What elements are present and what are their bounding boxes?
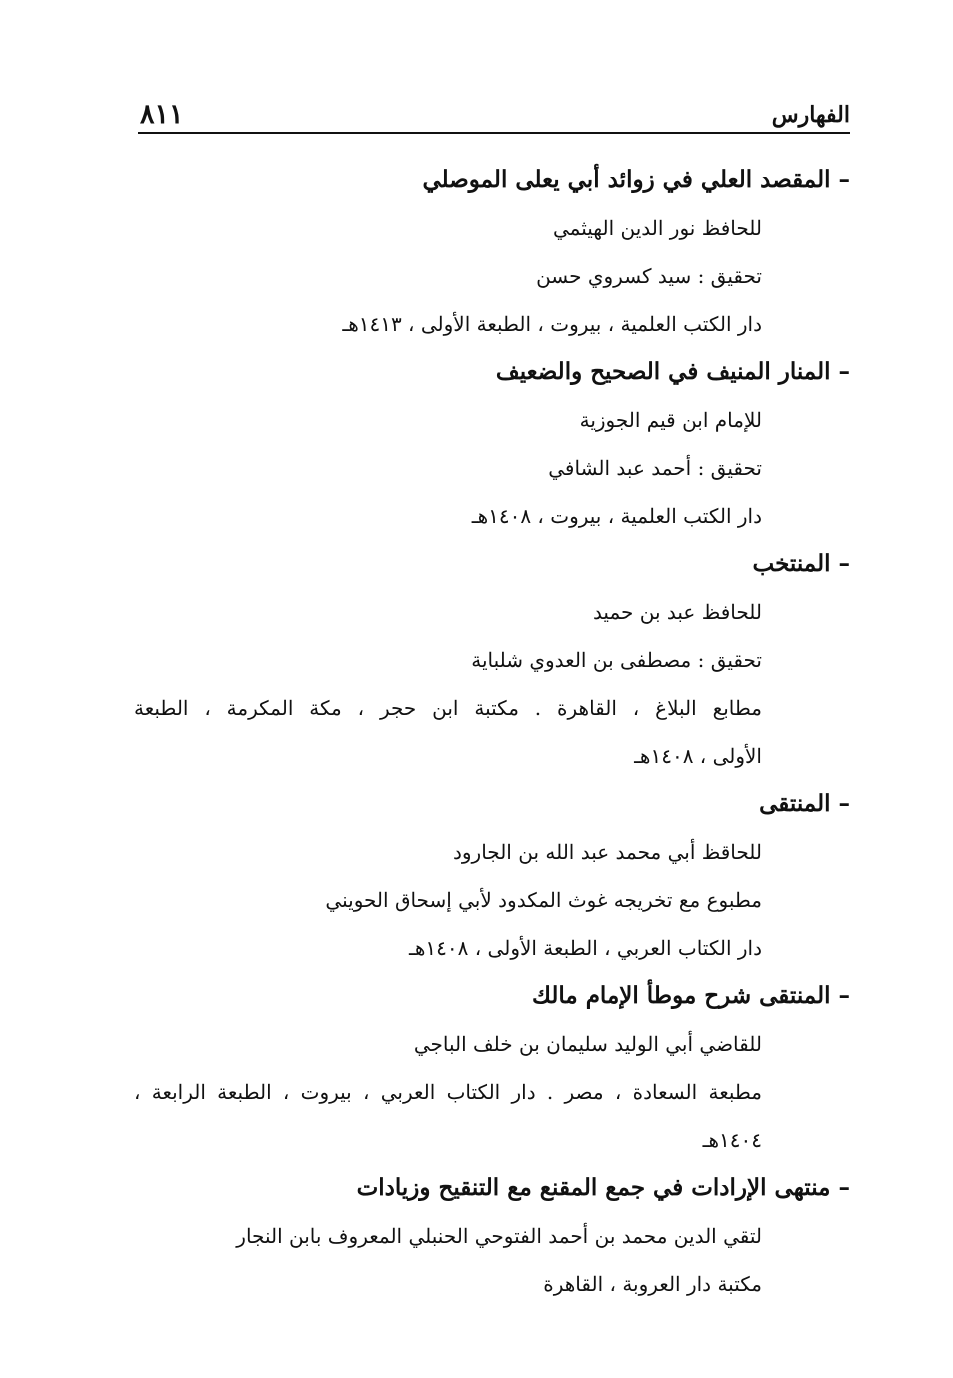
entry-dash: – [838,1174,850,1201]
entry-publisher: دار الكتب العلمية ، بيروت ، ١٤٠٨هـ [471,504,762,528]
entry-editor: تحقيق : أحمد عبد الشافي [548,456,762,480]
entry-dash: – [838,550,850,577]
entry-dash: – [838,358,850,385]
page-header [138,92,850,134]
entry-author: للحاقظ أبي محمد عبد الله بن الجارود [452,840,762,864]
entry-title: –المقصد العلي في زوائد أبي يعلى الموصلي [134,156,850,204]
entry-title: –منتهى الإرادات في جمع المقنع مع التنقيح وزيادات [134,1164,850,1212]
bibliography-entry [134,1164,850,1308]
bibliography-list [134,156,850,1308]
entry-dash: – [838,790,850,817]
entry-author: للإمام ابن قيم الجوزية [579,408,762,432]
entry-dash: – [838,982,850,1009]
bibliography-entry [134,780,850,972]
entry-publisher: مكتبة دار العروبة ، القاهرة [543,1272,762,1296]
entry-publisher: مطابع البلاغ ، القاهرة . مكتبة ابن حجر ، مكة المكرمة ، الطبعة [134,696,762,720]
entry-publisher-continued: الأولى ، ١٤٠٨هـ [634,744,762,768]
entry-author: للقاضي أبي الوليد سليمان بن خلف الباجي [413,1032,762,1056]
entry-title: –المنتخب [134,540,850,588]
bibliography-entry [134,972,850,1164]
entry-author: للحافظ عبد بن حميد [592,600,762,624]
entry-title: –المنتقى [134,780,850,828]
entry-publisher-continued: ١٤٠٤هـ [702,1128,762,1152]
bibliography-entry [134,348,850,540]
entry-editor: تحقيق : مصطفى بن العدوي شلباية [471,648,762,672]
section-title: الفهارس [771,102,850,128]
entry-publisher: دار الكتب العلمية ، بيروت ، الطبعة الأولى ، ١٤١٣هـ [342,312,762,336]
bibliography-entry [134,540,850,780]
entry-editor: تحقيق : سيد كسروي حسن [536,264,762,288]
page-number: ٨١١ [140,99,184,130]
entry-author: للحافظ نور الدين الهيثمي [552,216,762,240]
entry-note: مطبوع مع تخريجه غوث المكدود لأبي إسحاق الحويني [325,888,762,912]
entry-dash: – [838,166,850,193]
entry-publisher: مطبعة السعادة ، مصر . دار الكتاب العربي ، بيروت ، الطبعة الرابعة ، [134,1080,762,1104]
entry-publisher: دار الكتاب العربي ، الطبعة الأولى ، ١٤٠٨هـ [409,936,762,960]
entry-author: لتقي الدين محمد بن أحمد الفتوحي الحنبلي المعروف بابن النجار [236,1224,762,1248]
bibliography-entry [134,156,850,348]
entry-title: –المنار المنيف في الصحيح والضعيف [134,348,850,396]
entry-title: –المنتقى شرح موطأ الإمام مالك [134,972,850,1020]
